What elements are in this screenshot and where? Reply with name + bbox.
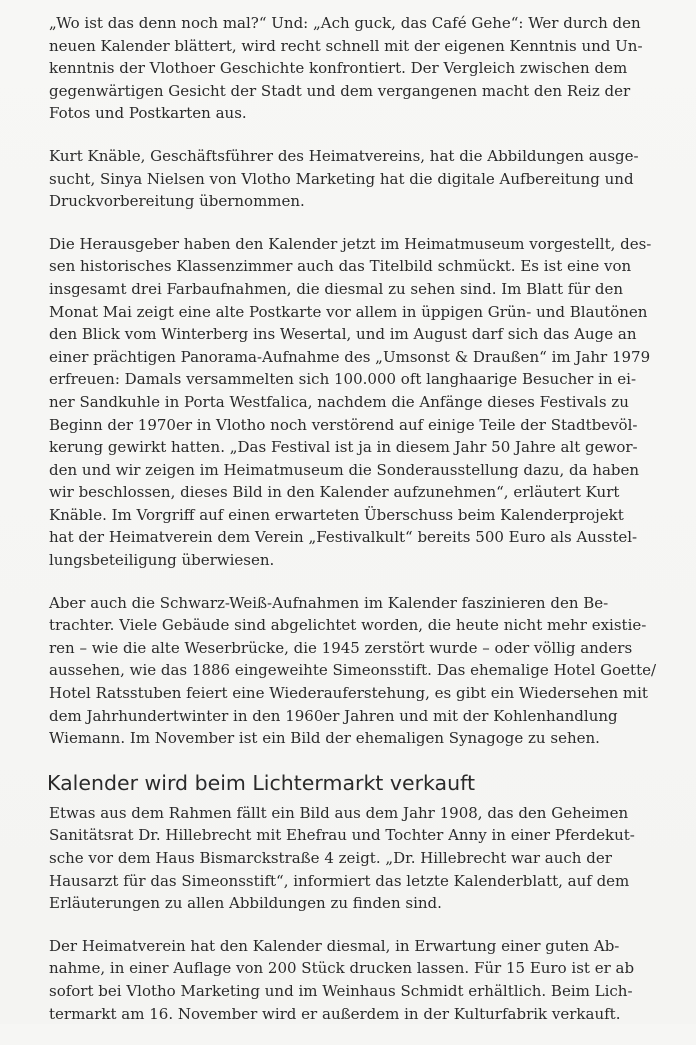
text-line: Erläuterungen zu allen Abbildungen zu finden sind.	[49, 894, 442, 913]
text-line: neuen Kalender blättert, wird recht schnell mit der eigenen Kenntnis und Un-	[49, 36, 643, 55]
text-line: Sanitätsrat Dr. Hillebrecht mit Ehefrau und Tochter Anny in einer Pferdekut-	[49, 826, 635, 845]
paragraph	[49, 592, 661, 750]
text-line: „Wo ist das denn noch mal?“ Und: „Ach guck, das Café Gehe“: Wer durch den	[49, 14, 641, 32]
text-line: sucht, Sinya Nielsen von Vlotho Marketing hat die digitale Aufbereitung und	[49, 169, 634, 188]
text-line: sen historisches Klassenzimmer auch das Titelbild schmückt. Es ist eine von	[49, 257, 632, 276]
text-line: Etwas aus dem Rahmen fällt ein Bild aus dem Jahr 1908, das den Geheimen	[49, 803, 629, 822]
text-line: Knäble. Im Vorgriff auf einen erwarteten Überschuss beim Kalenderprojekt	[49, 505, 624, 524]
text-line: Druckvorbereitung übernommen.	[49, 192, 305, 211]
paragraph	[49, 935, 661, 1025]
text-line: den Blick vom Winterberg ins Wesertal, und im August darf sich das Auge an	[49, 325, 637, 344]
text-line: ner Sandkuhle in Porta Westfalica, nachdem die Anfänge dieses Festivals zu	[49, 392, 629, 411]
text-line: aussehen, wie das 1886 eingeweihte Simeonsstift. Das ehemalige Hotel Goette/	[49, 661, 657, 680]
text-line: wir beschlossen, dieses Bild in den Kalender aufzunehmen“, erläutert Kurt	[49, 483, 620, 502]
text-line: sofort bei Vlotho Marketing und im Weinhaus Schmidt erhältlich. Beim Lich-	[49, 981, 633, 1000]
text-line: sche vor dem Haus Bismarckstraße 4 zeigt. „Dr. Hillebrecht war auch der	[49, 849, 612, 867]
text-line: Fotos und Postkarten aus.	[49, 104, 247, 123]
text-line: Die Herausgeber haben den Kalender jetzt im Heimatmuseum vorgestellt, des-	[49, 234, 652, 253]
text-line: einer prächtigen Panorama-Aufnahme des „Umsonst & Draußen“ im Jahr 1979	[49, 347, 651, 366]
text-line: den und wir zeigen im Heimatmuseum die Sonderausstellung dazu, da haben	[49, 460, 640, 479]
text-line: Kurt Knäble, Geschäftsführer des Heimatvereins, hat die Abbildungen ausge-	[49, 146, 639, 165]
text-line: dem Jahrhundertwinter in den 1960er Jahren und mit der Kohlenhandlung	[49, 706, 618, 725]
paragraph	[49, 802, 661, 915]
text-line: Wiemann. Im November ist ein Bild der ehemaligen Synagoge zu sehen.	[49, 729, 600, 748]
text-line: Beginn der 1970er in Vlotho noch verstörend auf einige Teile der Stadtbevöl-	[49, 415, 638, 434]
text-line: termarkt am 16. November wird er außerdem in der Kulturfabrik verkauft.	[49, 1004, 621, 1023]
text-line: erfreuen: Damals versammelten sich 100.000 oft langhaarige Besucher in ei-	[49, 370, 637, 389]
paragraph	[49, 233, 661, 572]
text-line: kerung gewirkt hatten. „Das Festival ist ja in diesem Jahr 50 Jahre alt gewor-	[49, 438, 638, 457]
text-line: hat der Heimatverein dem Verein „Festivalkult“ bereits 500 Euro als Ausstel-	[49, 528, 638, 547]
text-line: Monat Mai zeigt eine alte Postkarte vor allem in üppigen Grün- und Blautönen	[49, 302, 648, 321]
text-line: nahme, in einer Auflage von 200 Stück drucken lassen. Für 15 Euro ist er ab	[49, 959, 635, 978]
article-section-after-heading	[49, 802, 661, 1025]
text-line: insgesamt drei Farbaufnahmen, die diesmal zu sehen sind. Im Blatt für den	[49, 279, 624, 298]
text-line: trachter. Viele Gebäude sind abgelichtet worden, die heute nicht mehr existie-	[49, 616, 647, 635]
subheading: Kalender wird beim Lichtermarkt verkauft	[47, 770, 475, 795]
article-section-before-heading	[49, 12, 661, 750]
paragraph	[49, 12, 661, 125]
article-body	[49, 12, 661, 1045]
text-line: gegenwärtigen Gesicht der Stadt und dem vergangenen macht den Reiz der	[49, 81, 631, 100]
text-line: Der Heimatverein hat den Kalender diesmal, in Erwartung einer guten Ab-	[49, 936, 620, 955]
text-line: ren – wie die alte Weserbrücke, die 1945 zerstört wurde – oder völlig anders	[49, 638, 633, 657]
paragraph	[49, 145, 661, 213]
text-line: Hotel Ratsstuben feiert eine Wiederauferstehung, es gibt ein Wiedersehen mit	[49, 684, 648, 703]
text-line: lungsbeteiligung überwiesen.	[49, 551, 275, 570]
text-line: Aber auch die Schwarz-Weiß-Aufnahmen im Kalender faszinieren den Be-	[49, 593, 609, 612]
text-line: Hausarzt für das Simeonsstift“, informiert das letzte Kalenderblatt, auf dem	[49, 871, 630, 890]
text-line: kenntnis der Vlothoer Geschichte konfrontiert. Der Vergleich zwischen dem	[49, 59, 628, 78]
